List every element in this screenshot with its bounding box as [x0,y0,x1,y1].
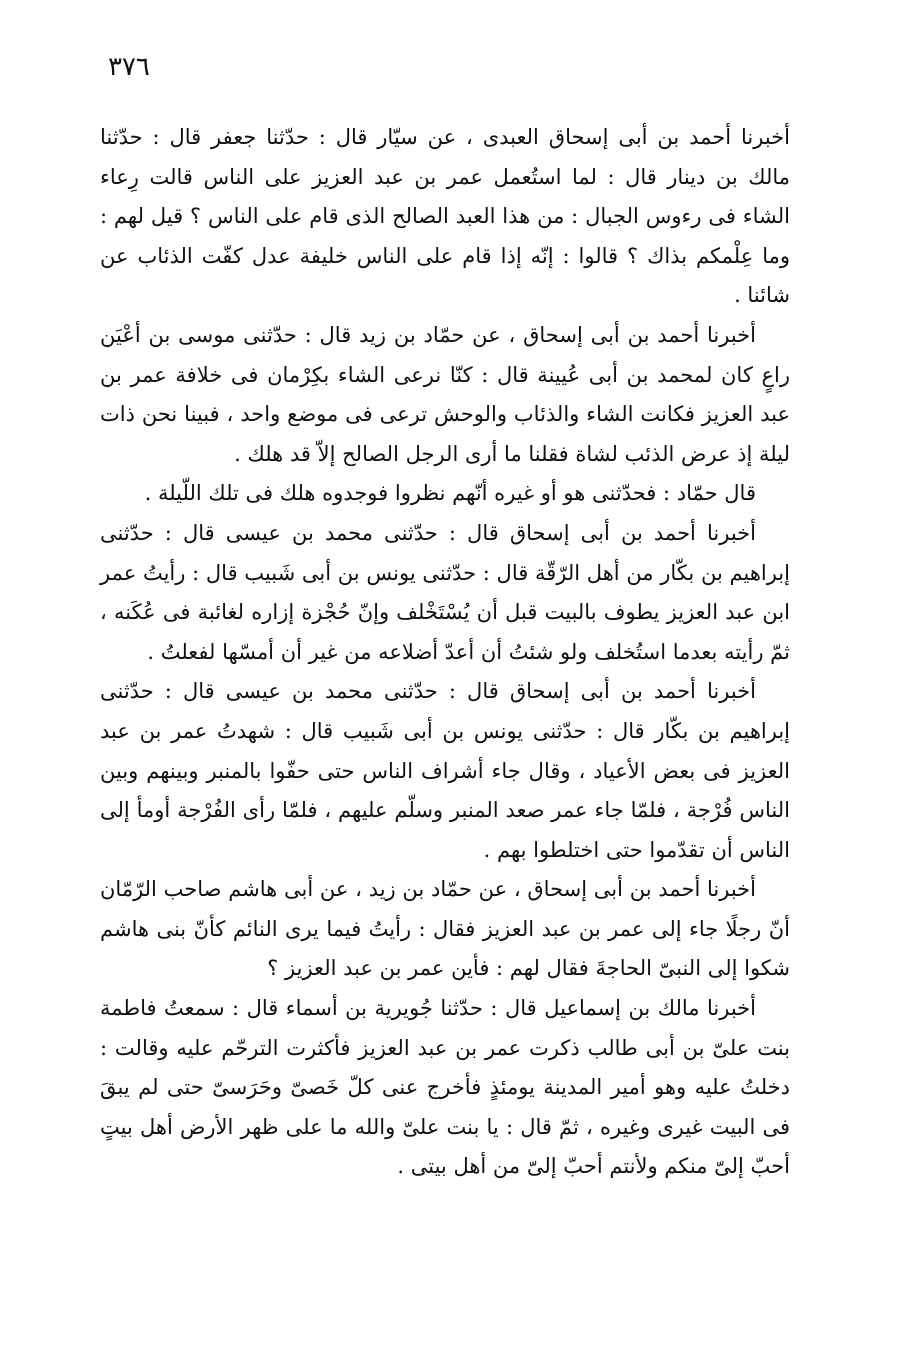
paragraph-1: أخبرنا أحمد بن أبى إسحاق العبدى ، عن سيّار قال : حدّثنا جعفر قال : حدّثنا مالك بن دينار قال : لما استُعمل عمر بن عبد العزيز على الناس قالت رِعاء الشاء فى رءوس الجبال : من هذا العبد الصالح الذى قام على الناس ؟ قيل لهم : وما عِلْمكم بذاك ؟ قالوا : إنّه إذا قام على الناس خليفة عدل كفّت الذئاب عن شائنا . [100,125,790,308]
paragraph-7: أخبرنا مالك بن إسماعيل قال : حدّثنا جُويرية بن أسماء قال : سمعتُ فاطمة بنت علىّ بن أبى طالب ذكرت عمر بن عبد العزيز فأكثرت الترحّم عليه وقالت : دخلتُ عليه وهو أمير المدينة يومئذٍ فأخرج عنى كلّ خَصىّ وحَرَسىّ حتى لم يبقَ فى البيت غيرى وغيره ، ثمّ قال : يا بنت علىّ والله ما على ظهر الأرض أهل بيتٍ أحبّ إلىّ منكم ولأنتم أحبّ إلىّ من أهل بيتى . [100,996,790,1179]
page-number: ٣٧٦ [108,52,150,82]
paragraph-2: أخبرنا أحمد بن أبى إسحاق ، عن حمّاد بن زيد قال : حدّثنى موسى بن أعْيَن راعٍ كان لمحمد بن أبى عُيينة قال : كنّا نرعى الشاء بكِرْمان فى خلافة عمر بن عبد العزيز فكانت الشاء والذئاب والوحش ترعى فى موضع واحد ، فبينا نحن ذات ليلة إذ عرض الذئب لشاة فقلنا ما أرى الرجل الصالح إلاّ قد هلك . [100,322,790,466]
page-text [100,118,790,1187]
paragraph-3: قال حمّاد : فحدّثنى هو أو غيره أنّهم نظروا فوجدوه هلك فى تلك اللّيلة . [144,481,756,506]
paragraph-5: أخبرنا أحمد بن أبى إسحاق قال : حدّثنى محمد بن عيسى قال : حدّثنى إبراهيم بن بكّار قال : حدّثنى يونس بن أبى شَبيب قال : شهدتُ عمر بن عبد العزيز فى بعض الأعياد ، وقال جاء أشراف الناس حتى حفّوا بالمنبر وبينهم وبين الناس فُرْجة ، فلمّا جاء عمر صعد المنبر وسلّم عليهم ، فلمّا رأى الفُرْجة أومأ إلى الناس أن تقدّموا حتى اختلطوا بهم . [100,679,790,862]
paragraph-6: أخبرنا أحمد بن أبى إسحاق ، عن حمّاد بن زيد ، عن أبى هاشم صاحب الرّمّان أنّ رجلًا جاء إلى عمر بن عبد العزيز فقال : رأيتُ فيما يرى النائم كأنّ بنى هاشم شكوا إلى النبىّ الحاجةَ فقال لهم : فأين عمر بن عبد العزيز ؟ [100,877,790,981]
paragraph-4: أخبرنا أحمد بن أبى إسحاق قال : حدّثنى محمد بن عيسى قال : حدّثنى إبراهيم بن بكّار من أهل الرّقّة قال : حدّثنى يونس بن أبى شَبيب قال : رأيتُ عمر ابن عبد العزيز يطوف بالبيت قبل أن يُسْتَخْلف وإنّ حُجْزة إزاره لغائبة فى عُكَنه ، ثمّ رأيته بعدما استُخلف ولو شئتُ أن أعدّ أضلاعه من غير أن أمسّها لفعلتُ . [100,520,790,664]
